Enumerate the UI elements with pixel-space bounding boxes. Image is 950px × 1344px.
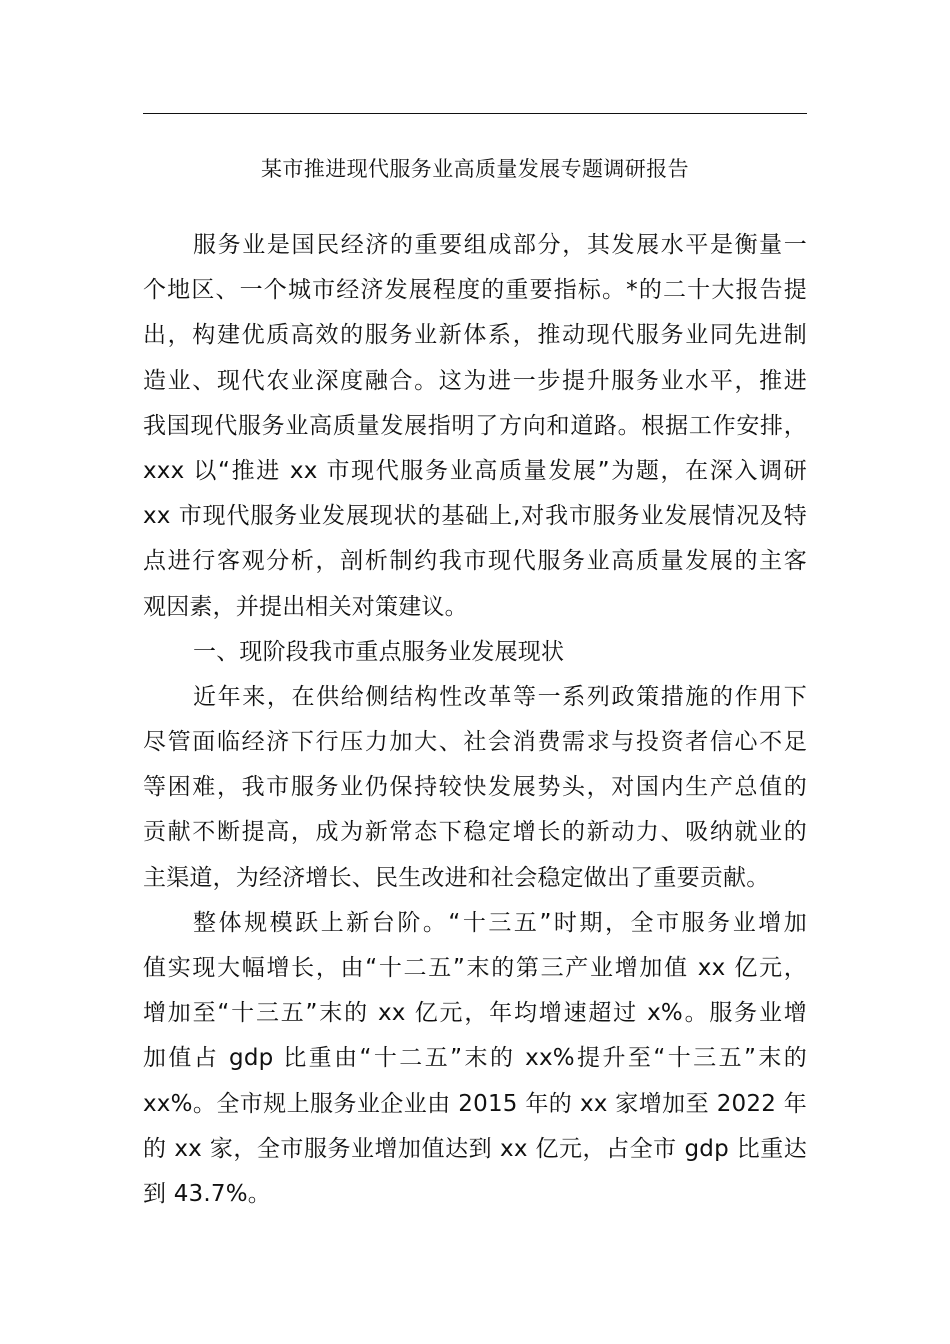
text-line: 贡献不断提高，成为新常态下稳定增长的新动力、吸纳就业的 <box>143 819 807 846</box>
header-rule <box>143 113 807 114</box>
text-line: 尽管面临经济下行压力加大、社会消费需求与投资者信心不足 <box>143 729 807 756</box>
text-line: 加值占 gdp 比重由“十二五”末的 xx%提升至“十三五”末的 <box>143 1045 807 1072</box>
text-line: 整体规模跃上新台阶。“十三五”时期，全市服务业增加 <box>193 909 807 936</box>
text-line: 我国现代服务业高质量发展指明了方向和道路。根据工作安排， <box>143 412 807 439</box>
document-body <box>143 223 807 1217</box>
text-line: 增加至“十三五”末的 xx 亿元，年均增速超过 x%。服务业增 <box>143 1000 807 1027</box>
text-line: 值实现大幅增长，由“十二五”末的第三产业增加值 xx 亿元， <box>143 955 807 981</box>
section-heading: 一、现阶段我市重点服务业发展现状 <box>193 638 565 665</box>
document-title: 某市推进现代服务业高质量发展专题调研报告 <box>261 157 689 181</box>
text-line: 到 43.7%。 <box>143 1180 271 1207</box>
text-line: xx%。全市规上服务业企业由 2015 年的 xx 家增加至 2022 年 <box>143 1090 807 1117</box>
text-line: 服务业是国民经济的重要组成部分，其发展水平是衡量一 <box>193 232 807 258</box>
text-line: 主渠道，为经济增长、民生改进和社会稳定做出了重要贡献。 <box>143 864 770 891</box>
text-line: 近年来，在供给侧结构性改革等一系列政策措施的作用下 <box>193 683 807 710</box>
text-line: 等困难，我市服务业仍保持较快发展势头，对国内生产总值的 <box>143 774 807 801</box>
text-line: 出，构建优质高效的服务业新体系，推动现代服务业同先进制 <box>143 322 807 349</box>
text-line: 观因素，并提出相关对策建议。 <box>143 593 468 620</box>
text-line: 个地区、一个城市经济发展程度的重要指标。*的二十大报告提 <box>143 277 807 304</box>
text-line: xxx 以“推进 xx 市现代服务业高质量发展”为题，在深入调研 <box>143 457 807 484</box>
text-line: 点进行客观分析，剖析制约我市现代服务业高质量发展的主客 <box>143 548 807 575</box>
text-line: 造业、现代农业深度融合。这为进一步提升服务业水平，推进 <box>143 367 807 394</box>
text-line: xx 市现代服务业发展现状的基础上,对我市服务业发展情况及特 <box>143 503 807 530</box>
text-line: 的 xx 家，全市服务业增加值达到 xx 亿元，占全市 gdp 比重达 <box>143 1135 807 1162</box>
